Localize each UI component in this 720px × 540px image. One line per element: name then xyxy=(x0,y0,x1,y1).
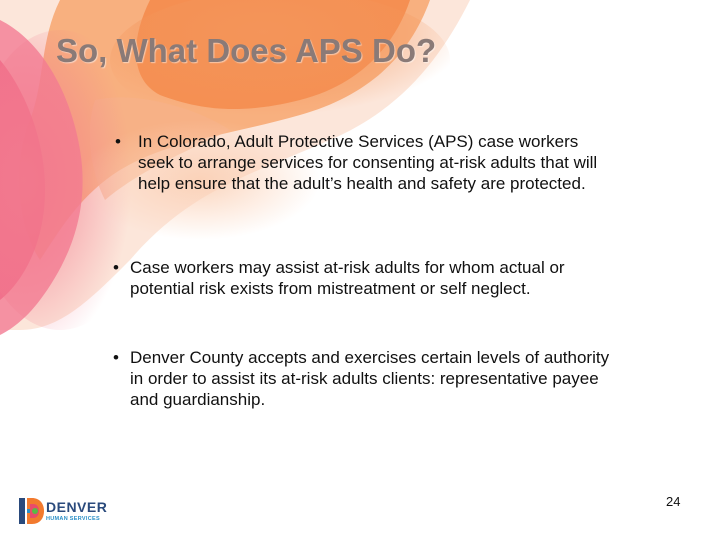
slide-title: So, What Does APS Do? xyxy=(56,32,437,69)
logo-subtitle: HUMAN SERVICES xyxy=(46,516,100,522)
bullet-text: Case workers may assist at-risk adults for whom actual or potential risk exists from mistreatment or self neglect. xyxy=(130,258,565,298)
bullet-item xyxy=(115,131,618,194)
bullet-marker: • xyxy=(113,258,119,277)
bullet-marker: • xyxy=(115,132,121,151)
page-number: 24 xyxy=(666,494,681,509)
bullet-item xyxy=(113,257,610,299)
bullet-item xyxy=(113,347,610,410)
logo-name: DENVER xyxy=(46,499,108,515)
bullet-text: In Colorado, Adult Protective Services (APS) case workers seek to arrange services for consenting at-risk adults that will help ensure that the adult’s health and safety are protected. xyxy=(138,132,598,193)
bullet-marker: • xyxy=(113,348,119,367)
bullet-text: Denver County accepts and exercises certain levels of authority in order to assist its at-risk adults clients: representative payee and guardianship. xyxy=(130,348,610,409)
